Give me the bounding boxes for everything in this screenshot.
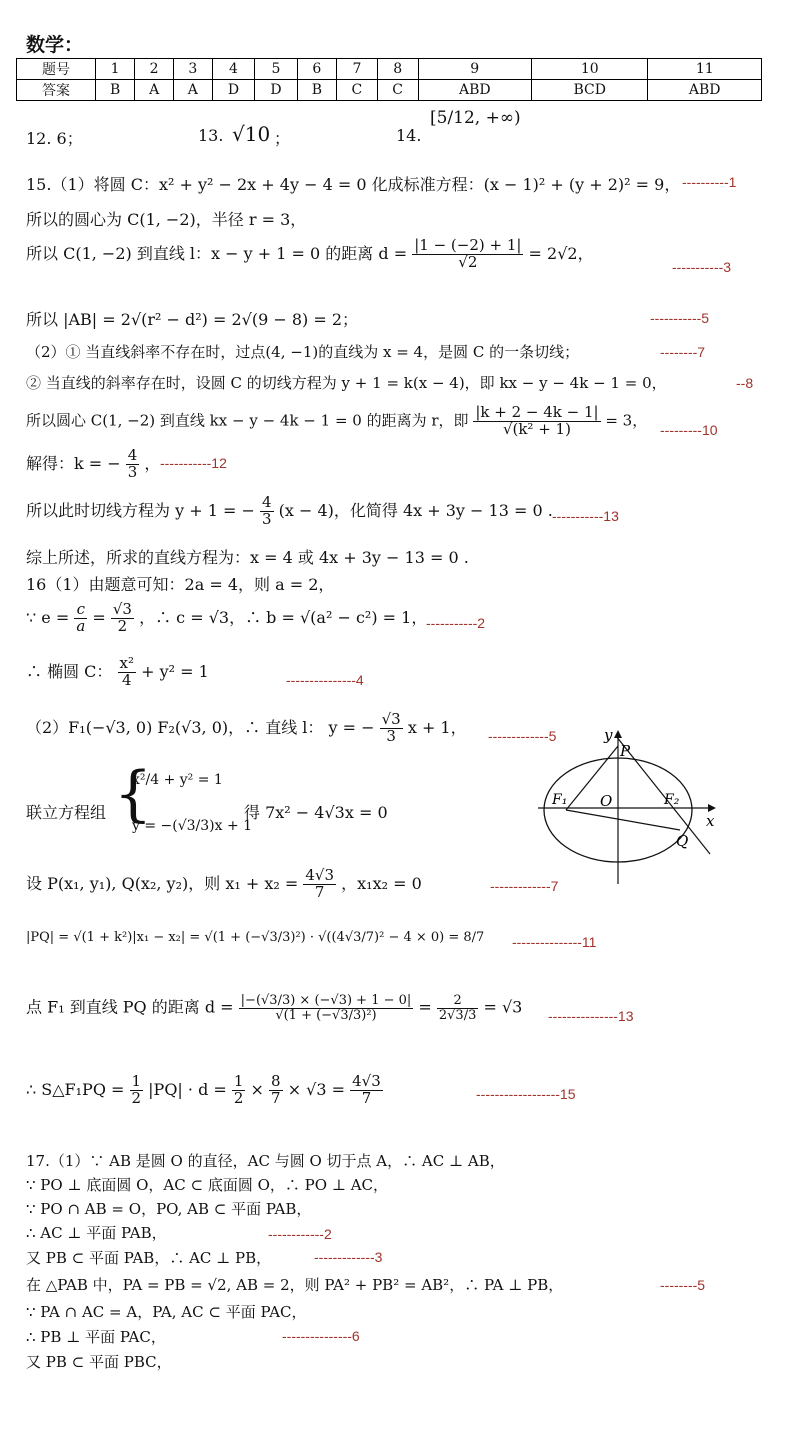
q15-line8: 解得：k = − $\frac{4}{3}$ ， <box>26 446 161 481</box>
q15-score-3: -----------3 <box>672 259 732 275</box>
q15-line6: ② 当直线的斜率存在时，设圆 C 的切线方程为 y + 1 = k(x − 4)，即 kx − y − 4k − 1 = 0， <box>26 374 667 392</box>
q13-answer: √10 <box>232 122 271 146</box>
page-title: 数学： <box>26 34 84 56</box>
y-axis-label: y <box>604 726 613 744</box>
q16-line6: 设 P(x₁, y₁), Q(x₂, y₂)，则 x₁ + x₂ = $\frac{4√3}{7}$ ，x₁x₂ = 0 <box>26 866 422 901</box>
q16-line5-result: 得 7x² − 4√3x = 0 <box>244 803 388 822</box>
q16-score-13: ---------------13 <box>548 1008 634 1024</box>
table-header-cell: 8 <box>377 59 418 80</box>
system-eq1: x²/4 + y² = 1 <box>132 772 223 788</box>
fraction: $\frac{\text{x²}}{4}$ <box>119 654 134 689</box>
q13-label: 13. <box>198 126 224 145</box>
table-header-cell: 6 <box>297 59 336 80</box>
table-answer-cell: A <box>173 80 212 101</box>
q15-line2: 所以的圆心为 C(1, −2)，半径 r = 3， <box>26 210 307 229</box>
fraction: $\frac{4√3}{7}$ <box>305 866 335 901</box>
q16-score-7: -------------7 <box>490 878 559 894</box>
fraction: $\frac{1}{2}$ <box>233 1072 244 1107</box>
x-axis-label: x <box>706 812 715 830</box>
q14-label: 14. <box>396 126 422 145</box>
fraction: $\frac{8}{7}$ <box>271 1072 281 1107</box>
q16-line7: |PQ| = √(1 + k²)|x₁ − x₂| = √(1 + (−√3/3)²) · √((4√3/7)² − 4 × 0) = 8/7 <box>26 930 485 945</box>
q16-line8: 点 F₁ 到直线 PQ 的距离 d = $\frac{|-(√3/3) \times (-√3) + 1 - 0|}{\text{√(1 + (−√3/3)²)}}$ = $\frac{2}{2√3/3}$ = √3 <box>26 993 523 1023</box>
q17-score-3: -------------3 <box>314 1249 383 1265</box>
q17-line5: 又 PB ⊂ 平面 PAB，∴ AC ⊥ PB， <box>26 1249 272 1267</box>
point-p-label: P <box>620 742 631 760</box>
table-header-cell: 1 <box>96 59 135 80</box>
answer-table <box>16 58 762 101</box>
table-header-cell: 4 <box>212 59 255 80</box>
q17-line7: ∵ PA ∩ AC = A，PA, AC ⊂ 平面 PAC， <box>26 1303 307 1321</box>
q16-score-5: -------------5 <box>488 728 557 744</box>
y-axis-arrow <box>614 730 622 738</box>
q15-score-13: -----------13 <box>552 508 619 524</box>
q17-line6: 在 △PAB 中，PA = PB = √2, AB = 2，则 PA² + PB² = AB²，∴ PA ⊥ PB， <box>26 1276 564 1294</box>
table-header-cell: 11 <box>648 59 762 80</box>
fraction: $\frac{1}{2}$ <box>131 1072 142 1107</box>
q15-score-5: -----------5 <box>650 310 710 326</box>
q17-score-2: ------------2 <box>268 1226 332 1242</box>
fraction: $\frac{|-(√3/3) \times (-√3) + 1 - 0|}{\text{√(1 + (−√3/3)²)}}$ <box>240 993 412 1023</box>
focus-f1-label: F₁ <box>552 792 568 808</box>
table-header-cell: 3 <box>173 59 212 80</box>
table-header-cell: 7 <box>337 59 378 80</box>
q16-line2: ∵ e = $\frac{c}{a}$ = $\frac{√3}{2}$ ，∴ c = √3，∴ b = √(a² − c²) = 1， <box>26 600 428 635</box>
table-answer-cell: BCD <box>532 80 648 101</box>
q15-score-8: --8 <box>736 375 754 391</box>
q15-score-7: --------7 <box>660 344 706 360</box>
ellipse-figure <box>530 722 730 888</box>
origin-label: O <box>600 792 613 810</box>
q13-tail: ； <box>274 129 291 148</box>
q17-line2: ∵ PO ⊥ 底面圆 O，AC ⊂ 底面圆 O，∴ PO ⊥ AC， <box>26 1176 389 1194</box>
table-answer-cell: C <box>377 80 418 101</box>
fraction: $\frac{|1 - (-2) + 1|}{√2}$ <box>414 236 522 271</box>
segment-f1q <box>566 810 680 830</box>
answer-table-header-row <box>17 59 762 80</box>
answer-table-answer-row <box>17 80 762 101</box>
q17-line4: ∴ AC ⊥ 平面 PAB， <box>26 1224 167 1242</box>
table-answer-cell: B <box>297 80 336 101</box>
table-answer-cell: ABD <box>648 80 762 101</box>
fraction: $\frac{√3}{3}$ <box>381 710 401 745</box>
q16-score-11: ---------------11 <box>512 934 597 950</box>
table-answer-cell: A <box>135 80 174 101</box>
fraction: $\frac{2}{2√3/3}$ <box>438 993 477 1023</box>
q16-score-4: ---------------4 <box>286 672 364 688</box>
q12-answer: 12. 6； <box>26 129 83 148</box>
fraction: $\frac{4}{3}$ <box>127 446 138 481</box>
q15-score-1: ----------1 <box>682 174 737 190</box>
q15-line3: 所以 C(1, −2) 到直线 l：x − y + 1 = 0 的距离 d = $\frac{|1 - (-2) + 1|}{√2}$ = 2√2， <box>26 236 594 271</box>
point-q-label: Q <box>676 832 689 850</box>
table-answer-cell: D <box>255 80 298 101</box>
q16-line4: （2）F₁(−√3, 0) F₂(√3, 0)，∴ 直线 l： y = − $\frac{√3}{3}$ x + 1， <box>26 710 467 745</box>
q16-line5-label: 联立方程组 <box>26 803 107 822</box>
system-eq2: y = −(√3/3)x + 1 <box>132 818 253 834</box>
q17-score-6: ---------------6 <box>282 1328 360 1344</box>
q15-score-10: ---------10 <box>660 422 718 438</box>
fraction: $\frac{√3}{2}$ <box>112 600 132 635</box>
q17-line8: ∴ PB ⊥ 平面 PAC， <box>26 1328 166 1346</box>
line-l <box>616 736 710 854</box>
table-header-cell: 5 <box>255 59 298 80</box>
q16-line3: ∴ 椭圆 C： $\frac{\text{x²}}{4}$ + y² = 1 <box>26 654 209 689</box>
table-answer-cell: C <box>337 80 378 101</box>
q17-score-5: --------5 <box>660 1277 706 1293</box>
q16-line9: ∴ S△F₁PQ = $\frac{1}{2}$ |PQ| · d = $\frac{1}{2}$ × $\frac{8}{7}$ × √3 = $\frac{4√3}{7}$ <box>26 1072 381 1107</box>
table-header-cell: 9 <box>418 59 531 80</box>
q15-line10: 综上所述，所求的直线方程为：x = 4 或 4x + 3y − 13 = 0 . <box>26 548 469 567</box>
fraction: $\frac{c}{a}$ <box>76 600 86 635</box>
fraction: $\frac{4√3}{7}$ <box>352 1072 381 1107</box>
table-answer-cell: D <box>212 80 255 101</box>
fraction: $\frac{4}{3}$ <box>261 493 272 528</box>
q15-line9: 所以此时切线方程为 y + 1 = − $\frac{4}{3}$ (x − 4)，化简得 4x + 3y − 13 = 0 . <box>26 493 553 528</box>
focus-f2-label: F₂ <box>664 792 680 808</box>
q17-line3: ∵ PO ∩ AB = O，PO, AB ⊂ 平面 PAB， <box>26 1200 312 1218</box>
q14-answer: [5/12, +∞) <box>430 108 521 128</box>
table-header-cell: 10 <box>532 59 648 80</box>
brace: { <box>114 759 153 829</box>
q16-score-2: -----------2 <box>426 615 486 631</box>
q15-line1: 15.（1）将圆 C：x² + y² − 2x + 4y − 4 = 0 化成标准方程：(x − 1)² + (y + 2)² = 9， <box>26 175 681 194</box>
table-header-cell: 题号 <box>17 59 96 80</box>
fraction: $\frac{|k + 2 - 4k - 1|}{\text{√(k² + 1)}}$ <box>475 403 599 438</box>
q15-score-12: -----------12 <box>160 455 227 471</box>
table-answer-cell: B <box>96 80 135 101</box>
q15-line5: （2）① 当直线斜率不存在时，过点(4, −1)的直线为 x = 4，是圆 C 的一条切线； <box>26 343 580 361</box>
q17-line1: 17.（1）∵ AB 是圆 O 的直径，AC 与圆 O 切于点 A，∴ AC ⊥ AB， <box>26 1152 505 1170</box>
q16-score-15: ------------------15 <box>476 1086 576 1102</box>
q15-line4: 所以 |AB| = 2√(r² − d²) = 2√(9 − 8) = 2； <box>26 310 359 329</box>
table-header-cell: 2 <box>135 59 174 80</box>
q15-line7: 所以圆心 C(1, −2) 到直线 kx − y − 4k − 1 = 0 的距离为 r，即 $\frac{|k + 2 - 4k - 1|}{\text{√(k² + 1)}}$ = 3， <box>26 403 648 438</box>
x-axis-arrow <box>708 804 716 812</box>
q16-line1: 16（1）由题意可知：2a = 4，则 a = 2， <box>26 575 335 594</box>
table-answer-cell: ABD <box>418 80 531 101</box>
table-answer-cell: 答案 <box>17 80 96 101</box>
q17-line9: 又 PB ⊂ 平面 PBC， <box>26 1353 172 1371</box>
